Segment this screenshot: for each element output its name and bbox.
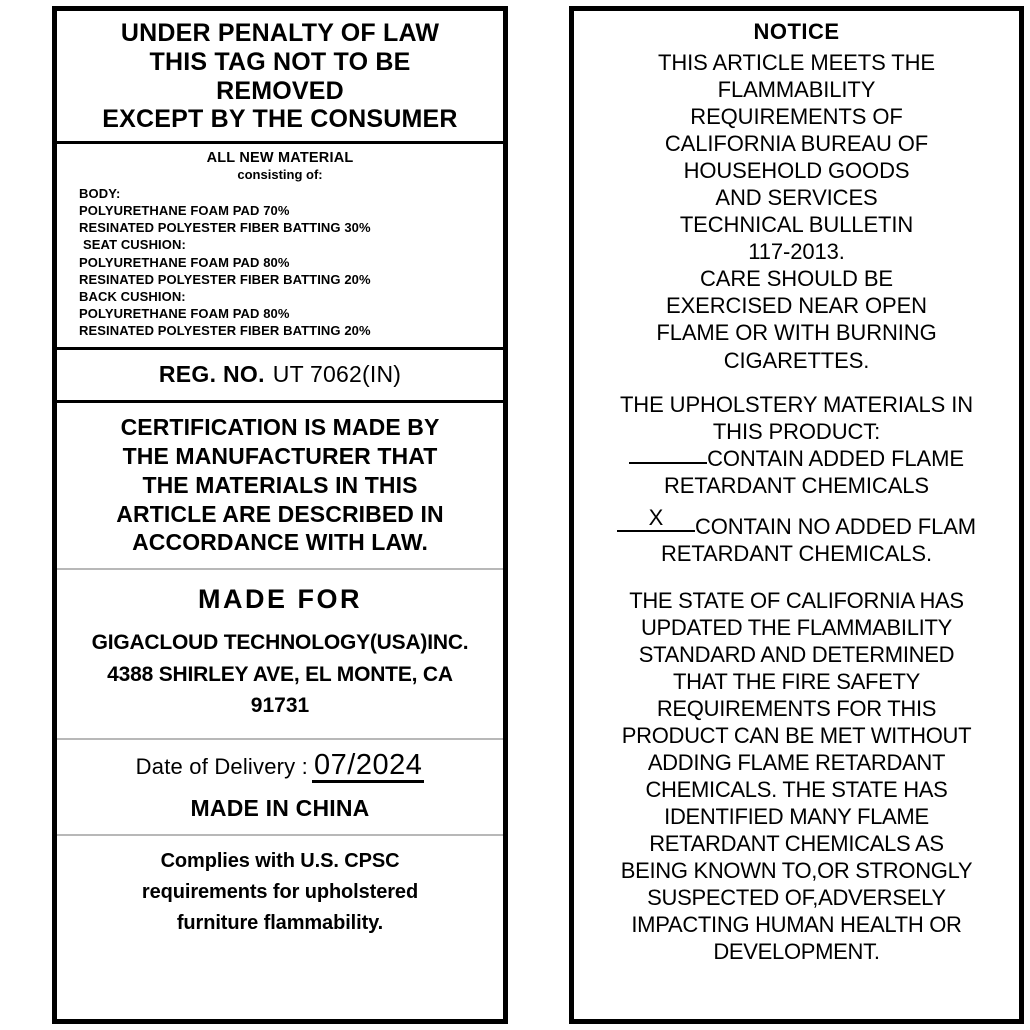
option-contains-no-flame-retardant[interactable] [584,504,1009,567]
material-line: BODY: [79,186,121,201]
upholstery-lead-line: THIS PRODUCT: [712,418,881,444]
state-line: PRODUCT CAN BE MET WITHOUT [621,723,972,749]
material-line: BACK CUSHION: [79,288,186,304]
material-line: RESINATED POLYESTER FIBER BATTING 20% [79,323,371,339]
company-address: 4388 SHIRLEY AVE, EL MONTE, CA [107,662,453,686]
certification-line: THE MATERIALS IN THIS [142,471,418,498]
penalty-line-3: REMOVED [216,76,344,105]
spacer [584,567,1009,587]
penalty-notice-section [57,11,503,144]
notice-body [584,49,1009,374]
material-line: SEAT CUSHION: [83,237,186,253]
made-for-title: MADE FOR [198,584,362,615]
material-line: POLYURETHANE FOAM PAD 80% [79,306,290,322]
state-line: THE STATE OF CALIFORNIA HAS [629,587,964,613]
state-line: STANDARD AND DETERMINED [638,641,955,667]
delivery-date-label: Date of Delivery : [135,753,308,779]
notice-line: TECHNICAL BULLETIN [679,212,914,238]
state-line: BEING KNOWN TO,OR STRONGLY [620,858,973,884]
cpsc-compliance-section [57,836,503,951]
state-line: REQUIREMENTS FOR THIS [656,696,937,722]
penalty-line-4: EXCEPT BY THE CONSUMER [102,105,458,134]
material-line: POLYURETHANE FOAM PAD 80% [79,254,290,270]
state-line: IMPACTING HUMAN HEALTH OR [631,912,962,938]
state-line: RETARDANT CHEMICALS AS [649,831,944,857]
penalty-line-1: UNDER PENALTY OF LAW [120,19,440,47]
notice-line: FLAMMABILITY [717,77,876,103]
state-line: DEVELOPMENT. [713,939,880,965]
option-contains-no-line1: CONTAIN NO ADDED FLAM [694,513,977,539]
registration-number: UT 7062(IN) [272,361,402,388]
checkbox-blank-contains-no[interactable] [617,504,695,532]
registration-section [57,350,503,403]
cpsc-line: requirements for upholstered [141,881,419,904]
notice-line: EXERCISED NEAR OPEN [666,293,927,319]
option-contains-line1: CONTAIN ADDED FLAME [707,445,964,471]
option-contains-no-line2: RETARDANT CHEMICALS. [660,540,932,566]
notice-line: AND SERVICES [715,185,878,211]
state-of-california-statement [584,587,1009,966]
notice-title: NOTICE [753,19,840,44]
upholstery-lead-line: THE UPHOLSTERY MATERIALS IN [619,391,974,417]
material-title: ALL NEW MATERIAL [206,150,354,166]
notice-line: REQUIREMENTS OF [690,104,903,130]
material-line: RESINATED POLYESTER FIBER BATTING 30% [79,220,371,236]
certification-section [57,403,503,570]
notice-line: HOUSEHOLD GOODS [683,158,910,184]
state-line: CHEMICALS. THE STATE HAS [645,777,948,803]
state-line: IDENTIFIED MANY FLAME [664,804,929,830]
upholstery-materials-lead [584,391,1009,445]
cpsc-line: furniture flammability. [176,912,384,935]
state-line: UPDATED THE FLAMMABILITY [640,614,953,640]
checkmark-x: X [648,504,664,530]
certification-line: THE MANUFACTURER THAT [122,443,438,470]
cpsc-line: Complies with U.S. CPSC [160,850,400,873]
certification-line: ACCORDANCE WITH LAW. [132,529,428,556]
right-notice-panel [569,6,1024,1024]
material-line: POLYURETHANE FOAM PAD 70% [79,203,290,219]
state-line: SUSPECTED OF,ADVERSELY [647,885,946,911]
spacer [584,374,1009,391]
certification-line: ARTICLE ARE DESCRIBED IN [116,500,444,527]
delivery-section [57,740,503,836]
state-line: ADDING FLAME RETARDANT [647,750,946,776]
made-for-section [57,570,503,740]
notice-line: THIS ARTICLE MEETS THE [658,50,935,75]
made-in-country: MADE IN CHINA [190,795,370,822]
notice-line: 117-2013. [748,239,845,265]
state-line: THAT THE FIRE SAFETY [672,668,921,694]
company-name: GIGACLOUD TECHNOLOGY(USA)INC. [91,631,469,655]
company-zip: 91731 [250,694,310,718]
notice-line: CARE SHOULD BE [700,266,893,292]
notice-line: CALIFORNIA BUREAU OF [664,131,929,157]
option-contains-line2: RETARDANT CHEMICALS [664,472,929,498]
certification-line: CERTIFICATION IS MADE BY [120,414,440,441]
material-subtitle: consisting of: [237,167,323,182]
material-content-section [57,144,503,350]
option-contains-flame-retardant[interactable] [584,445,1009,499]
left-tag-panel [52,6,508,1024]
material-line: RESINATED POLYESTER FIBER BATTING 20% [79,271,371,287]
notice-line: CIGARETTES. [723,347,870,373]
registration-label: REG. NO. [158,361,265,388]
checkbox-blank-contains[interactable] [629,462,707,464]
delivery-date-value: 07/2024 [312,750,424,783]
notice-line: FLAME OR WITH BURNING [656,320,937,346]
penalty-line-2: THIS TAG NOT TO BE [149,47,411,76]
